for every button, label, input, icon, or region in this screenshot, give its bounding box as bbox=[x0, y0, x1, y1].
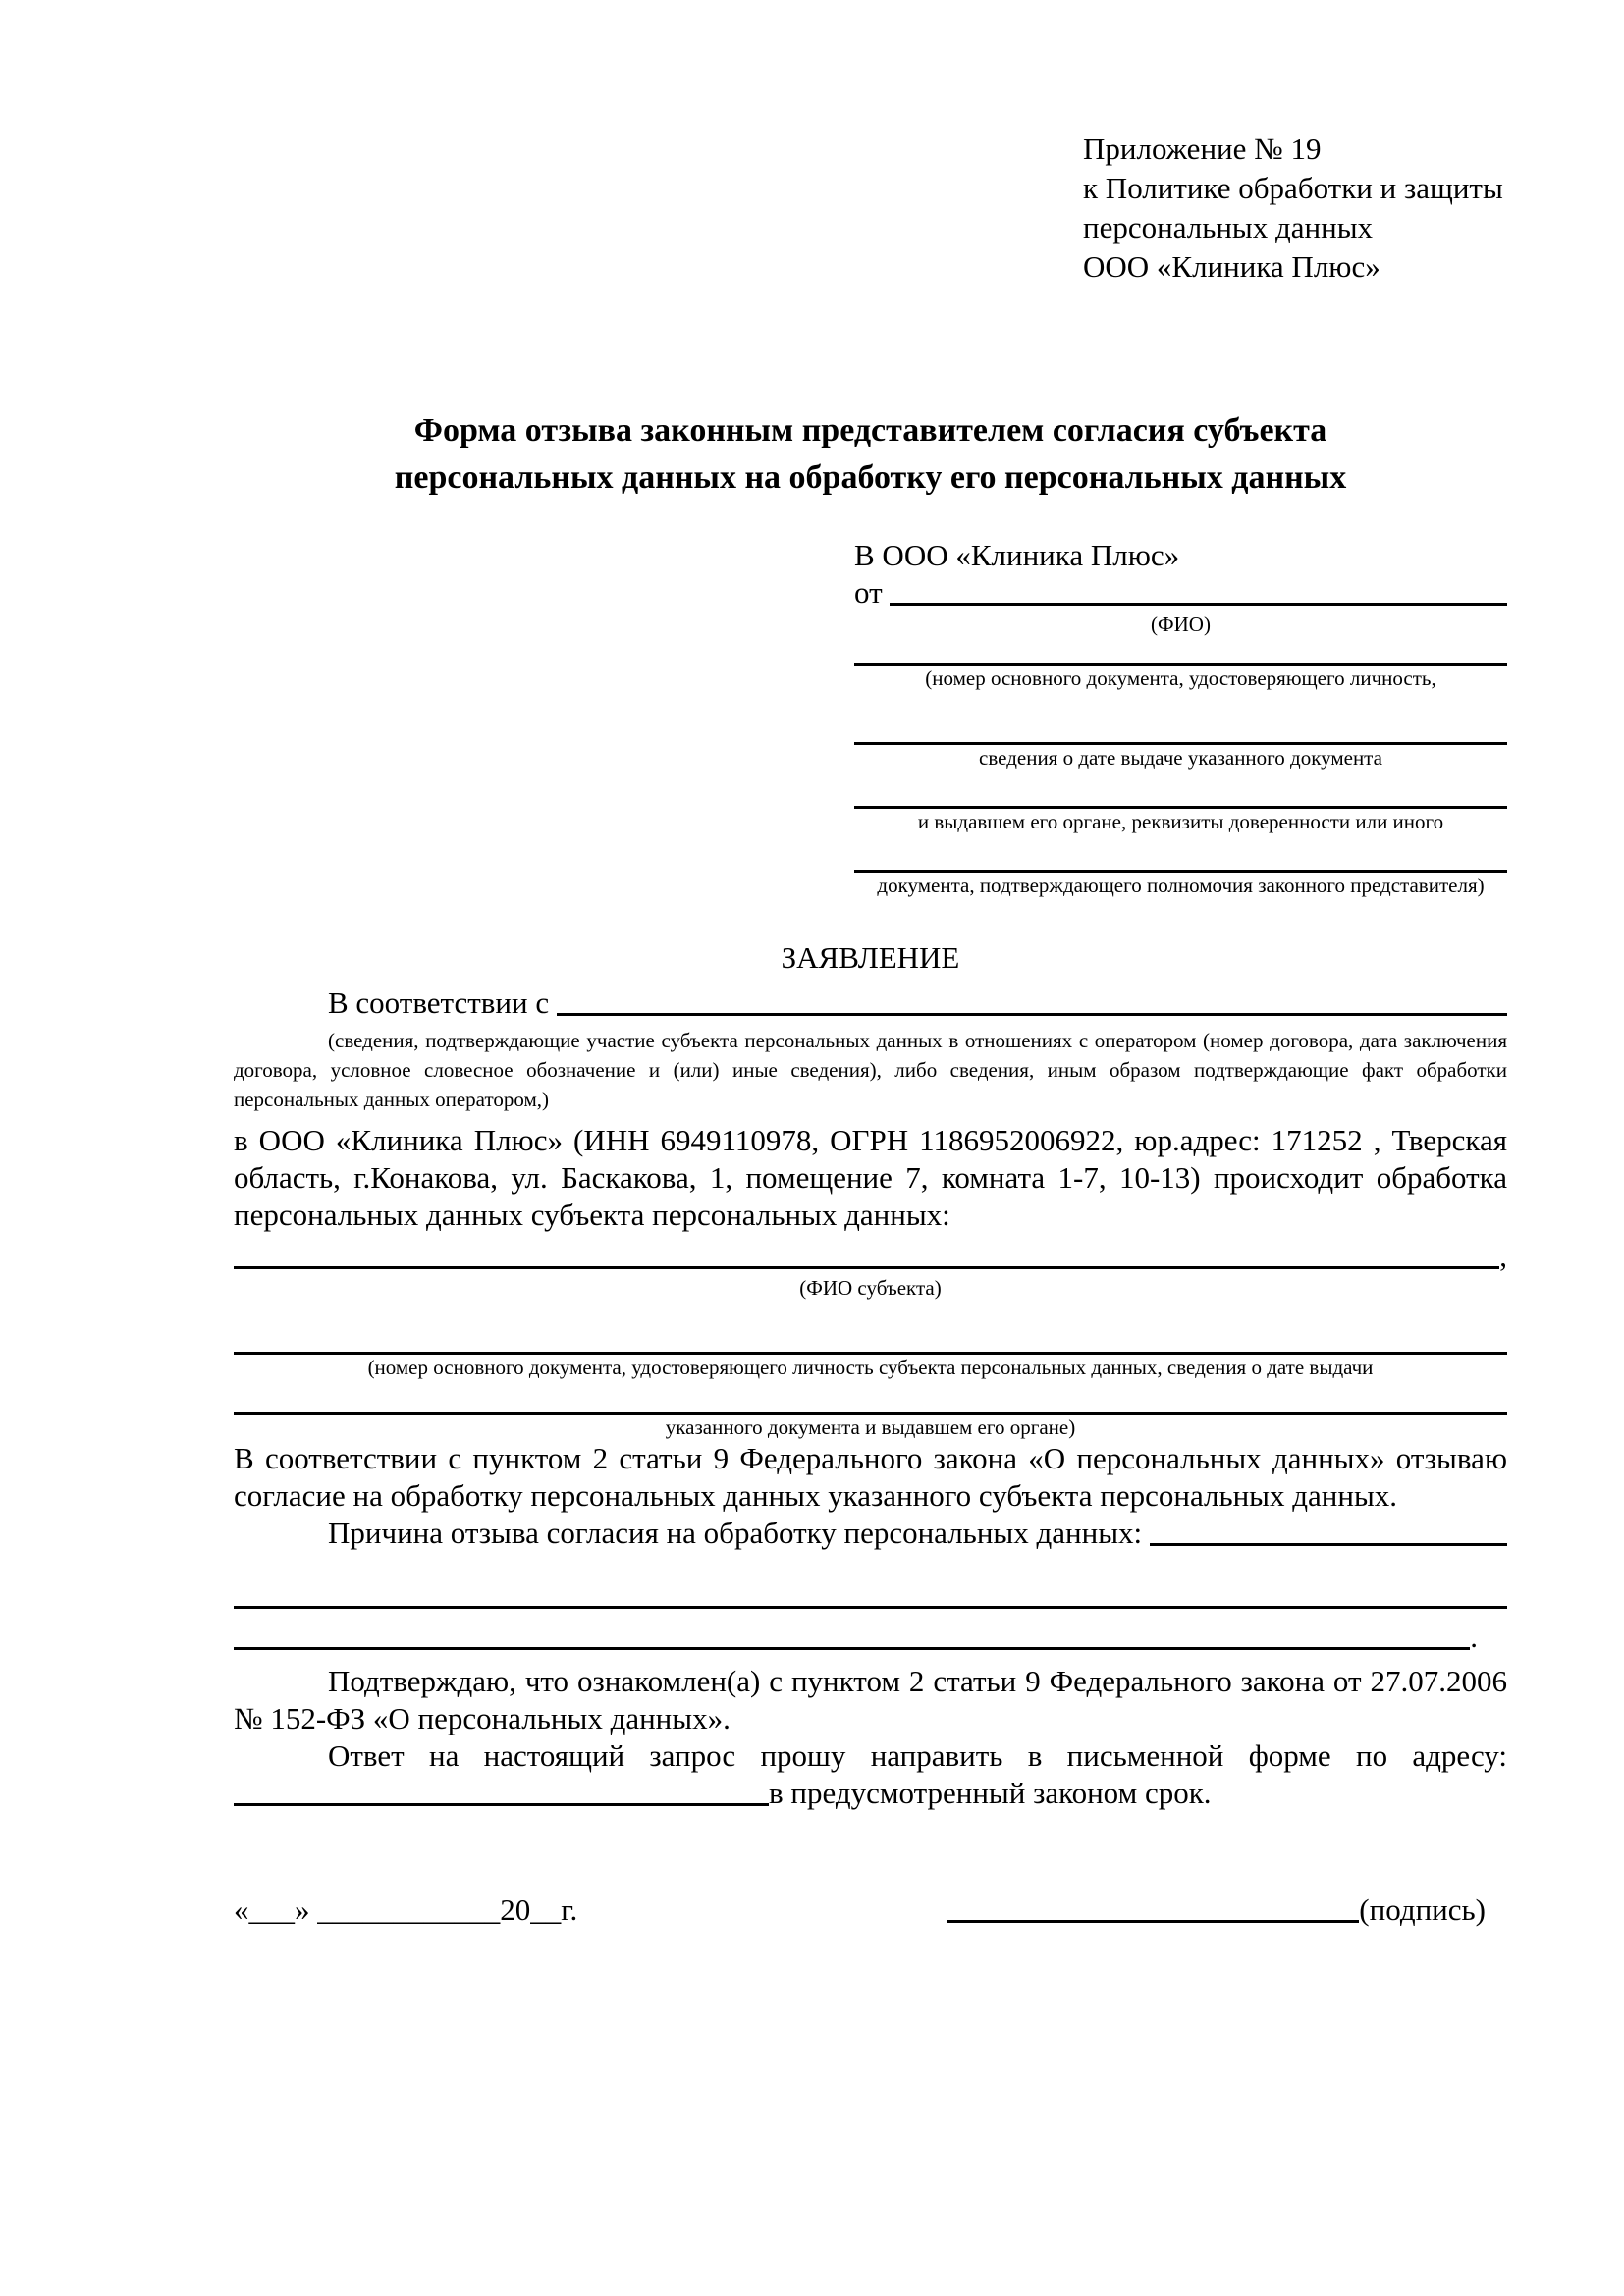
fio-blank-line bbox=[890, 603, 1507, 606]
intro-caption: (сведения, подтверждающие участие субъекта персональных данных в отношениях с оператором (номер договора, дата заключения договора, условное словесное обозначение и (или) иные сведения), либо сведения, иным образом подтверждающие факт обработки персональных данных оператором,) bbox=[234, 1029, 1507, 1111]
reason-spacer bbox=[1142, 1515, 1150, 1552]
fio-caption: (ФИО) bbox=[1151, 613, 1211, 636]
reply-suffix: в предусмотренный законом срок. bbox=[769, 1776, 1212, 1810]
reason-final-blank-row bbox=[234, 1619, 1478, 1656]
confirm-paragraph: Подтверждаю, что ознакомлен(а) с пунктом 2 статьи 9 Федерального закона от 27.07.2006 № 152-ФЗ «О персональных данных». bbox=[234, 1664, 1507, 1735]
reason-prefix: Причина отзыва согласия на обработку персональных данных: bbox=[328, 1516, 1143, 1550]
intro-spacer bbox=[549, 985, 557, 1022]
from-spacer bbox=[883, 574, 891, 612]
subject-fio-caption: (ФИО субъекта) bbox=[799, 1276, 942, 1300]
subject-document-caption2: указанного документа и выдавшем его органе) bbox=[665, 1415, 1076, 1439]
withdrawal-paragraph: В соответствии с пунктом 2 статьи 9 Федерального закона «О персональных данных» отзываю согласие на обработку персональных данных указанного субъекта персональных данных. bbox=[234, 1441, 1507, 1513]
issuing-authority-blank-line bbox=[854, 780, 1507, 809]
intro-prefix: В соответствии с bbox=[328, 986, 550, 1020]
issuing-authority-caption: и выдавшем его органе, реквизиты доверенности или иного bbox=[917, 810, 1444, 833]
subject-document-caption1: (номер основного документа, удостоверяющего личность субъекта персональных данных, сведения о дате выдачи bbox=[367, 1356, 1374, 1379]
issue-date-caption: сведения о дате выдаче указанного документа bbox=[979, 746, 1382, 770]
document-number-blank-line bbox=[854, 637, 1507, 666]
reply-address-blank-line bbox=[234, 1803, 769, 1806]
signature-blank-line bbox=[947, 1920, 1359, 1923]
reason-row bbox=[234, 1515, 1507, 1552]
intro-blank-line bbox=[557, 1013, 1507, 1016]
from-label: от bbox=[854, 575, 883, 610]
subject-document-blank-line bbox=[234, 1326, 1507, 1355]
document-title: Форма отзыва законным представителем согласия субъекта персональных данных на обработку его персональных данных bbox=[394, 412, 1347, 496]
subject-fio-blank-row bbox=[234, 1238, 1507, 1275]
addressee-to: В ООО «Клиника Плюс» bbox=[854, 538, 1180, 572]
signature-row bbox=[234, 1892, 1507, 1929]
issue-date-blank-line bbox=[854, 717, 1507, 745]
date-line: «___» ____________20__г. bbox=[234, 1893, 578, 1927]
signature-caption: (подпись) bbox=[1359, 1893, 1486, 1927]
document-number-caption: (номер основного документа, удостоверяющего личность, bbox=[925, 667, 1436, 690]
authority-document-blank-line bbox=[854, 844, 1507, 873]
subject-document-blank-line2 bbox=[234, 1386, 1507, 1415]
reply-prefix-line: Ответ на настоящий запрос прошу направить в письменной форме по адресу: bbox=[328, 1738, 1507, 1773]
subject-fio-blank-line bbox=[234, 1266, 1499, 1269]
reason-final-blank-line bbox=[234, 1647, 1470, 1650]
reason-final-suffix: . bbox=[1470, 1620, 1478, 1654]
intro-row bbox=[234, 985, 1507, 1022]
reason-blank-line bbox=[1150, 1543, 1507, 1546]
appendix-header-line4: ООО «Клиника Плюс» bbox=[1083, 249, 1380, 284]
authority-document-caption: документа, подтверждающего полномочия законного представителя) bbox=[877, 874, 1485, 897]
appendix-header-line3: персональных данных bbox=[1083, 210, 1374, 244]
subject-fio-blank-suffix: , bbox=[1499, 1239, 1507, 1273]
appendix-header-line1: Приложение № 19 bbox=[1083, 132, 1322, 166]
appendix-header-line2: к Политике обработки и защиты bbox=[1083, 171, 1503, 205]
reason-continuation-blank-line bbox=[234, 1580, 1507, 1609]
reply-address-row bbox=[234, 1775, 1507, 1812]
addressee-block bbox=[854, 537, 1507, 898]
addressee-from-row bbox=[854, 574, 1507, 612]
appendix-header bbox=[1083, 130, 1507, 287]
operator-paragraph: в ООО «Клиника Плюс» (ИНН 6949110978, ОГРН 1186952006922, юр.адрес: 171252 , Тверская область, г.Конакова, ул. Баскакова, 1, помещение 7, комната 1-7, 10-13) происходит обработка персональных данных субъекта персональных данных: bbox=[234, 1123, 1507, 1232]
signature-group bbox=[947, 1892, 1486, 1929]
statement-heading: ЗАЯВЛЕНИЕ bbox=[781, 940, 960, 975]
